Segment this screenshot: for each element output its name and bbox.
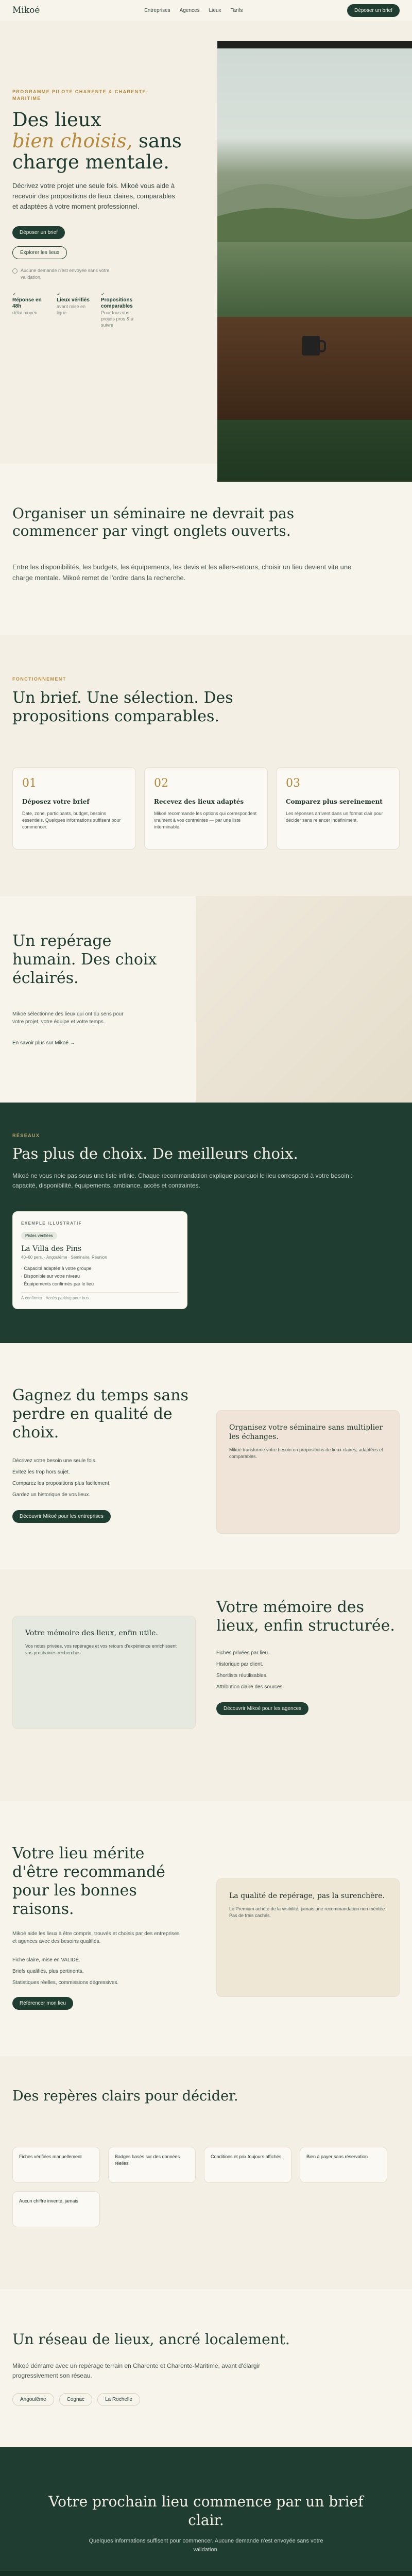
final-cta-section bbox=[0, 2447, 412, 2571]
example-point: · Capacité adaptée à votre groupe bbox=[21, 1266, 92, 1271]
agencies-cta-button[interactable]: Découvrir Mikoé pour les agences bbox=[216, 1702, 308, 1715]
stat-sub: Pour tous vos projets pros & à suivre bbox=[101, 310, 134, 328]
companies-section bbox=[0, 1343, 412, 1569]
how-section bbox=[0, 635, 412, 896]
venues-cta-button[interactable]: Référencer mon lieu bbox=[12, 1997, 73, 2010]
list-item: Statistiques réelles, commissions dégressives. bbox=[12, 1980, 119, 1986]
companies-cta-button[interactable]: Découvrir Mikoé pour les entreprises bbox=[12, 1510, 111, 1523]
step-number: 02 bbox=[154, 777, 168, 790]
example-card bbox=[12, 1211, 187, 1309]
network-text: Mikoé démarre avec un repérage terrain en Charente et Charente-Maritime, avant d'élargir progressivement son réseau. bbox=[12, 2362, 261, 2379]
list-item: Décrivez votre besoin une seule fois. bbox=[12, 1458, 97, 1464]
hero-title-part-1: Des lieux bbox=[12, 109, 101, 131]
venues-card-title: La qualité de repérage, pas la surenchère. bbox=[229, 1892, 385, 1900]
nav-item-tarifs[interactable]: Tarifs bbox=[230, 7, 243, 13]
venues-title: Votre lieu mérite d'être recommandé pour les bonnes raisons. bbox=[12, 1844, 165, 1918]
benchmark-card: Bien à payer sans réservation bbox=[300, 2147, 387, 2183]
hero-secondary-button[interactable]: Explorer les lieux bbox=[12, 246, 67, 259]
hero-stats bbox=[12, 291, 213, 328]
stat-item bbox=[12, 291, 49, 328]
intro-text: Entre les disponibilités, les budgets, les équipements, les devis et les allers-retours, choisir un lieu devient vite une charge mentale. Mikoé remet de l'ordre dans la recherche. bbox=[12, 563, 352, 582]
agencies-card bbox=[12, 1616, 196, 1729]
hero-primary-button[interactable]: Déposer un brief bbox=[12, 226, 65, 239]
human-photo bbox=[196, 896, 412, 1103]
logo[interactable]: Mikoé bbox=[12, 5, 40, 15]
step-number: 03 bbox=[286, 777, 300, 790]
final-text: Quelques informations suffisent pour commencer. Aucune demande n'est envoyée sans votre validation. bbox=[89, 2538, 323, 2553]
how-title: Un brief. Une sélection. Des propositions comparables. bbox=[12, 689, 233, 725]
nav-item-lieux[interactable]: Lieux bbox=[209, 7, 221, 13]
example-point: · Disponible sur votre niveau bbox=[21, 1274, 80, 1279]
human-text: Mikoé sélectionne des lieux qui ont du sens pour votre projet, votre équipe et votre temps. bbox=[12, 1011, 124, 1025]
example-venue-meta: 40–60 pers. · Angoulême · Séminaire, Réunion bbox=[21, 1255, 107, 1260]
stat-title: Réponse en 48h bbox=[12, 297, 42, 309]
list-item: Attribution claire des sources. bbox=[216, 1684, 284, 1690]
nav-item-entreprises[interactable]: Entreprises bbox=[144, 7, 170, 13]
header-cta-button[interactable]: Déposer un brief bbox=[347, 4, 400, 17]
quote-title: Organisez votre séminaire sans multiplier les échanges. bbox=[229, 1423, 383, 1441]
list-item: Gardez un historique de vos lieux. bbox=[12, 1492, 91, 1498]
benchmark-card: Fiches vérifiées manuellement bbox=[12, 2147, 100, 2183]
city-chip[interactable]: Angoulême bbox=[12, 2393, 54, 2406]
venues-section bbox=[0, 1801, 412, 2056]
check-icon: ✓ bbox=[12, 292, 16, 297]
companies-title: Gagnez du temps sans perdre en qualité de choix. bbox=[12, 1386, 188, 1442]
stat-sub: avant mise en ligne bbox=[57, 304, 86, 315]
list-item: Shortlists réutilisables. bbox=[216, 1673, 268, 1679]
human-link[interactable]: En savoir plus sur Mikoé → bbox=[12, 1040, 75, 1046]
venues-text: Mikoé aide les lieux à être compris, trouvés et choisis par des entreprises et agences avec des besoins qualifiés. bbox=[12, 1931, 180, 1944]
list-item: Évitez les trop hors sujet. bbox=[12, 1469, 70, 1475]
list-item: Comparez les propositions plus facilement. bbox=[12, 1481, 111, 1486]
list-item: Briefs qualifiés, plus pertinents. bbox=[12, 1969, 84, 1974]
list-item: Fiche claire, mise en VALIDÉ. bbox=[12, 1957, 81, 1963]
example-venue-name: La Villa des Pins bbox=[21, 1245, 82, 1253]
hero-title-part-2: sans charge mentale. bbox=[12, 130, 182, 173]
intro-title: Organiser un séminaire ne devrait pas commencer par vingt onglets ouverts. bbox=[12, 505, 295, 539]
benchmarks-section bbox=[0, 2056, 412, 2289]
network-section bbox=[0, 2289, 412, 2447]
venues-quote-card bbox=[216, 1878, 400, 1997]
step-card bbox=[276, 767, 400, 850]
step-text: Les réponses arrivent dans un format clair pour décider sans relancer indéfiniment. bbox=[286, 811, 383, 823]
choices-eyebrow: RÉSEAUX bbox=[12, 1133, 40, 1138]
agencies-title: Votre mémoire des lieux, enfin structurée. bbox=[216, 1598, 395, 1635]
hero-eyebrow: PROGRAMME PILOTE CHARENTE & CHARENTE-MARITIME bbox=[12, 89, 149, 101]
city-chip[interactable]: La Rochelle bbox=[97, 2393, 140, 2406]
header bbox=[0, 0, 412, 21]
footer bbox=[0, 2571, 412, 2576]
step-title: Recevez des lieux adaptés bbox=[154, 798, 244, 805]
hero-lead: Décrivez votre projet une seule fois. Mikoé vous aide à recevoir des propositions de lieux claires, comparables et adaptées à votre moment professionnel. bbox=[12, 182, 175, 210]
human-title: Un repérage humain. Des choix éclairés. bbox=[12, 932, 157, 987]
hero-section bbox=[0, 21, 412, 464]
network-title: Un réseau de lieux, ancré localement. bbox=[12, 2331, 290, 2348]
choices-text: Mikoé ne vous noie pas sous une liste infinie. Chaque recommandation explique pourquoi le lieu correspond à votre besoin : capacité, disponibilité, équipements, ambiance, accès et contraintes. bbox=[12, 1172, 353, 1189]
list-item: Historique par client. bbox=[216, 1662, 264, 1667]
step-card bbox=[12, 767, 136, 850]
hero-photo bbox=[217, 41, 412, 482]
main-nav bbox=[144, 8, 243, 13]
venues-card-text: Le Premium achète de la visibilité, jamais une recommandation non méritée. Pas de frais cachés. bbox=[229, 1906, 386, 1918]
list-item: Fiches privées par lieu. bbox=[216, 1650, 269, 1656]
step-number: 01 bbox=[22, 777, 37, 790]
mug-graphic bbox=[302, 336, 320, 355]
agencies-section bbox=[0, 1569, 412, 1801]
stat-item bbox=[101, 291, 138, 328]
final-title: Votre prochain lieu commence par un brief clair. bbox=[48, 2493, 364, 2529]
benchmark-card: Aucun chiffre inventé, jamais bbox=[12, 2191, 100, 2227]
benchmarks-title: Des repères clairs pour décider. bbox=[12, 2088, 238, 2104]
step-text: Date, zone, participants, budget, besoins essentiels. Quelques informations suffisent pour commencer. bbox=[22, 811, 121, 829]
example-point-text: Disponible sur votre niveau bbox=[24, 1274, 80, 1279]
table-graphic bbox=[217, 317, 412, 420]
stat-item bbox=[57, 291, 94, 328]
verified-badge: Pistes vérifiées bbox=[21, 1232, 57, 1240]
example-point: · Équipements confirmés par le lieu bbox=[21, 1281, 94, 1286]
quote-text: Mikoé transforme votre besoin en propositions de lieux claires, adaptées et comparables. bbox=[229, 1447, 383, 1459]
nav-item-agences[interactable]: Agences bbox=[179, 7, 200, 13]
benchmark-card: Badges basés sur des données réelles bbox=[108, 2147, 196, 2183]
step-title: Comparez plus sereinement bbox=[286, 798, 383, 805]
check-icon: ✓ bbox=[57, 292, 61, 297]
example-label: EXEMPLE ILLUSTRATIF bbox=[21, 1221, 82, 1226]
choices-section bbox=[0, 1103, 412, 1343]
hills-graphic bbox=[217, 165, 412, 242]
check-icon: ✓ bbox=[101, 292, 105, 297]
hero-title bbox=[12, 109, 213, 173]
stat-title: Propositions comparables bbox=[101, 297, 133, 309]
benchmark-card: Conditions et prix toujours affichés bbox=[204, 2147, 291, 2183]
intro-section bbox=[0, 464, 412, 635]
info-icon bbox=[12, 268, 18, 274]
hero-note: Aucune demande n'est envoyée sans votre validation. bbox=[21, 268, 110, 280]
how-eyebrow: FONCTIONNEMENT bbox=[12, 676, 66, 682]
companies-quote-card bbox=[216, 1410, 400, 1534]
step-text: Mikoé recommande les options qui correspondent vraiment à vos contraintes — par une liste interminable. bbox=[154, 811, 257, 829]
stat-sub: délai moyen bbox=[12, 310, 38, 315]
city-chip[interactable]: Cognac bbox=[59, 2393, 92, 2406]
example-point-text: Équipements confirmés par le lieu bbox=[24, 1281, 94, 1286]
example-point-text: Capacité adaptée à votre groupe bbox=[24, 1266, 92, 1271]
step-title: Déposez votre brief bbox=[22, 798, 90, 805]
human-section bbox=[0, 896, 412, 1103]
agencies-card-title: Votre mémoire des lieux, enfin utile. bbox=[25, 1629, 158, 1637]
agencies-card-text: Vos notes privées, vos repérages et vos retours d'expérience enrichissent vos prochaines recherches. bbox=[25, 1643, 177, 1655]
step-card bbox=[144, 767, 268, 850]
stat-title: Lieux vérifiés bbox=[57, 297, 90, 303]
choices-title: Pas plus de choix. De meilleurs choix. bbox=[12, 1145, 298, 1162]
example-footer: À confirmer · Accès parking pour bus bbox=[21, 1292, 179, 1300]
hero-title-emphasis: bien choisis, bbox=[12, 130, 133, 152]
